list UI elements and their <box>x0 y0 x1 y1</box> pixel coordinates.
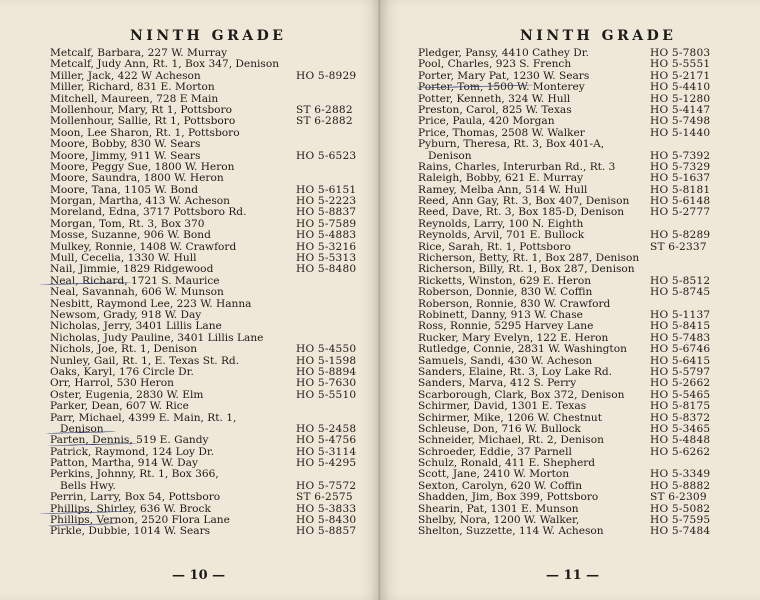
student-name-address: Shearin, Pat, 1301 E. Munson <box>418 502 579 515</box>
student-name-address: Moore, Jimmy, 911 W. Sears <box>50 149 201 162</box>
student-entry <box>418 287 730 298</box>
student-name-address: Porter, Mary Pat, 1230 W. Sears <box>418 69 590 82</box>
phone-number: HO 5-4550 <box>296 343 357 356</box>
phone-number: HO 5-8857 <box>296 525 357 538</box>
student-entry <box>418 139 730 150</box>
phone-number: HO 5-7572 <box>296 479 357 492</box>
phone-number: HO 5-7484 <box>650 525 711 538</box>
student-name-address: Ross, Ronnie, 5295 Harvey Lane <box>418 320 594 333</box>
student-name-address: Parr, Michael, 4399 E. Main, Rt. 1, <box>50 411 237 424</box>
phone-number: HO 5-5797 <box>650 365 711 378</box>
phone-number: HO 5-6151 <box>296 183 357 196</box>
student-name-address: Mollenhour, Mary, Rt 1, Pottsboro <box>50 103 232 116</box>
student-entry <box>418 435 730 446</box>
student-name-address: Metcalf, Judy Ann, Rt. 1, Box 347, Denison <box>50 58 280 71</box>
phone-number: HO 5-8929 <box>296 69 357 82</box>
phone-number: HO 5-7595 <box>650 514 711 527</box>
student-name-address: Bells Hwy. <box>60 479 116 492</box>
student-name-address: Patton, Martha, 914 W. Day <box>50 457 198 470</box>
phone-number: HO 5-1598 <box>296 354 357 367</box>
student-name-address: Schneider, Michael, Rt. 2, Denison <box>418 434 604 447</box>
student-entry <box>418 173 730 184</box>
student-entry <box>418 492 730 503</box>
page-header: NINTH GRADE <box>520 28 677 44</box>
student-name-address: Porter, Tom, 1500 W. Monterey <box>418 81 585 94</box>
student-name-address: Roberson, Donnie, 830 W. Coffin <box>418 286 593 299</box>
student-name-address: Metcalf, Barbara, 227 W. Murray <box>50 47 228 59</box>
student-name-address: Miller, Jack, 422 W Acheson <box>50 69 201 82</box>
student-name-address: Richerson, Betty, Rt. 1, Box 287, Denison <box>418 252 640 265</box>
phone-number: HO 5-8837 <box>296 206 357 219</box>
phone-number: HO 5-6262 <box>650 445 711 458</box>
student-list <box>418 48 730 538</box>
student-name-address: Rutledge, Connie, 2831 W. Washington <box>418 343 627 356</box>
student-name-address: Scarborough, Clark, Box 372, Denison <box>418 388 625 401</box>
student-name-address: Miller, Richard, 831 E. Morton <box>50 81 215 94</box>
student-name-address: Scott, Jane, 2410 W. Morton <box>418 468 570 481</box>
phone-number: HO 5-2171 <box>650 69 711 82</box>
phone-number: HO 5-8882 <box>650 479 711 492</box>
student-name-address: Rains, Charles, Interurban Rd., Rt. 3 <box>418 160 616 173</box>
page-number: — 10 — <box>172 568 226 583</box>
student-name-address: Neal, Savannah, 606 W. Munson <box>50 286 224 299</box>
phone-number: HO 5-6415 <box>650 354 711 367</box>
student-name-address: Ricketts, Winston, 629 E. Heron <box>418 274 592 287</box>
student-name-address: Shadden, Jim, Box 399, Pottsboro <box>418 491 599 504</box>
student-name-address: Perkins, Johnny, Rt. 1, Box 366, <box>50 468 219 481</box>
student-name-address: Nail, Jimmie, 1829 Ridgewood <box>50 263 214 276</box>
phone-number: HO 5-5551 <box>650 58 711 71</box>
student-name-address: Potter, Kenneth, 324 W. Hull <box>418 92 571 105</box>
student-entry <box>50 378 362 389</box>
student-name-address: Perrin, Larry, Box 54, Pottsboro <box>50 491 221 504</box>
student-name-address: Schulz, Ronald, 411 E. Shepherd <box>418 457 596 470</box>
phone-number: HO 5-6148 <box>650 195 711 208</box>
student-name-address: Pirkle, Dubbie, 1014 W. Sears <box>50 525 211 538</box>
student-name-address: Morgan, Martha, 413 W. Acheson <box>50 195 230 208</box>
student-entry <box>418 378 730 389</box>
phone-number: HO 5-4848 <box>650 434 711 447</box>
phone-number: HO 5-8181 <box>650 183 711 196</box>
phone-number: HO 5-7803 <box>650 47 711 59</box>
student-name-address: Rucker, Mary Evelyn, 122 E. Heron <box>418 331 609 344</box>
phone-number: HO 5-8415 <box>650 320 711 333</box>
student-name-address: Shelton, Suzzette, 114 W. Acheson <box>418 525 604 538</box>
phone-number: HO 5-1280 <box>650 92 711 105</box>
student-entry <box>418 401 730 412</box>
student-name-address: Orr, Harrol, 530 Heron <box>50 377 174 390</box>
phone-number: HO 5-6523 <box>296 149 357 162</box>
student-name-address: Rice, Sarah, Rt. 1, Pottsboro <box>418 240 571 253</box>
student-entry <box>418 526 730 537</box>
phone-number: HO 5-3349 <box>650 468 711 481</box>
student-name-address: Moore, Peggy Sue, 1800 W. Heron <box>50 160 235 173</box>
student-name-address: Sanders, Marva, 412 S. Perry <box>418 377 577 390</box>
student-name-address: Raleigh, Bobby, 621 E. Murray <box>418 172 584 185</box>
student-name-address: Sexton, Carolyn, 620 W. Coffin <box>418 479 583 492</box>
student-name-address: Moon, Lee Sharon, Rt. 1, Pottsboro <box>50 126 240 139</box>
student-name-address: Mull, Cecelia, 1330 W. Hull <box>50 252 197 265</box>
phone-number: HO 5-8430 <box>296 514 357 527</box>
phone-number: HO 5-3114 <box>296 445 357 458</box>
phone-number: HO 5-4756 <box>296 434 357 447</box>
page-number: — 11 — <box>546 568 600 583</box>
phone-number: HO 5-7329 <box>650 160 711 173</box>
phone-number: HO 5-4410 <box>650 81 711 94</box>
student-entry <box>50 139 362 150</box>
student-name-address: Denison <box>60 422 104 435</box>
right-page <box>380 0 760 600</box>
student-entry <box>50 492 362 503</box>
student-name-address: Patrick, Raymond, 124 Loy Dr. <box>50 445 215 458</box>
student-entry <box>50 344 362 355</box>
student-name-address: Nichols, Joe, Rt. 1, Denison <box>50 343 198 356</box>
student-name-address: Reynolds, Arvil, 701 E. Bullock <box>418 229 585 242</box>
phone-number: HO 5-8745 <box>650 286 711 299</box>
phone-number: HO 5-1137 <box>650 308 711 321</box>
student-name-address: Mosse, Suzanne, 906 W. Bond <box>50 229 211 242</box>
student-name-address: Nunley, Gail, Rt. 1, E. Texas St. Rd. <box>50 354 240 367</box>
phone-number: HO 5-3833 <box>296 502 357 515</box>
student-name-address: Schirmer, Mike, 1206 W. Chestnut <box>418 411 602 424</box>
phone-number: HO 5-3465 <box>650 422 711 435</box>
student-name-address: Oaks, Karyl, 176 Circle Dr. <box>50 365 194 378</box>
student-name-address: Pool, Charles, 923 S. French <box>418 58 572 71</box>
student-entry <box>50 401 362 412</box>
student-entry <box>418 344 730 355</box>
student-name-address: Moore, Tana, 1105 W. Bond <box>50 183 198 196</box>
student-name-address: Pyburn, Theresa, Rt. 3, Box 401-A, <box>418 138 605 151</box>
student-name-address: Moore, Saundra, 1800 W. Heron <box>50 172 224 185</box>
phone-number: HO 5-7630 <box>296 377 357 390</box>
phone-number: HO 5-8289 <box>650 229 711 242</box>
phone-number: HO 5-8480 <box>296 263 357 276</box>
phone-number: HO 5-2662 <box>650 377 711 390</box>
student-name-address: Phillips, Shirley, 636 W. Brock <box>50 502 211 515</box>
phone-number: HO 5-8372 <box>650 411 711 424</box>
student-name-address: Sanders, Elaine, Rt. 3, Loy Lake Rd. <box>418 365 613 378</box>
student-name-address: Denison <box>428 149 472 162</box>
student-name-address: Robinett, Danny, 913 W. Chase <box>418 308 583 321</box>
phone-number: HO 5-3216 <box>296 240 357 253</box>
phone-number: HO 5-2223 <box>296 195 357 208</box>
student-name-address: Roberson, Ronnie, 830 W. Crawford <box>418 297 611 310</box>
student-name-address: Parker, Dean, 607 W. Rice <box>50 400 189 413</box>
student-name-address: Ramey, Melba Ann, 514 W. Hull <box>418 183 588 196</box>
phone-number: HO 5-7483 <box>650 331 711 344</box>
student-name-address: Reynolds, Larry, 100 N. Eighth <box>418 217 584 230</box>
student-name-address: Neal, Richard, 1721 S. Maurice <box>50 274 220 287</box>
phone-number: ST 6-2309 <box>650 491 707 504</box>
phone-number: HO 5-6746 <box>650 343 711 356</box>
phone-number: HO 5-4295 <box>296 457 357 470</box>
student-name-address: Moore, Bobby, 830 W. Sears <box>50 138 201 151</box>
student-name-address: Moreland, Edna, 3717 Pottsboro Rd. <box>50 206 247 219</box>
student-entry <box>50 435 362 446</box>
student-entry <box>50 173 362 184</box>
student-name-address: Newsom, Grady, 918 W. Day <box>50 308 202 321</box>
student-name-address: Pledger, Pansy, 4410 Cathey Dr. <box>418 47 590 59</box>
phone-number: ST 6-2575 <box>296 491 353 504</box>
phone-number: ST 6-2882 <box>296 115 353 128</box>
student-entry <box>418 230 730 241</box>
student-name-address: Mollenhour, Sallie, Rt 1, Pottsboro <box>50 115 236 128</box>
student-name-address: Mulkey, Ronnie, 1408 W. Crawford <box>50 240 237 253</box>
phone-number: ST 6-2337 <box>650 240 707 253</box>
student-name-address: Preston, Carol, 825 W. Texas <box>418 103 572 116</box>
student-name-address: Reed, Dave, Rt. 3, Box 185-D, Denison <box>418 206 625 219</box>
student-entry <box>418 82 730 93</box>
phone-number: HO 5-4883 <box>296 229 357 242</box>
student-name-address: Reed, Ann Gay, Rt. 3, Box 407, Denison <box>418 195 630 208</box>
student-name-address: Nicholas, Jerry, 3401 Lillis Lane <box>50 320 222 333</box>
phone-number: ST 6-2882 <box>296 103 353 116</box>
student-name-address: Mitchell, Maureen, 728 E Main <box>50 92 219 105</box>
student-name-address: Parten, Dennis, 519 E. Gandy <box>50 434 209 447</box>
phone-number: HO 5-1440 <box>650 126 711 139</box>
student-name-address: Phillips, Vernon, 2520 Flora Lane <box>50 514 230 527</box>
phone-number: HO 5-8512 <box>650 274 711 287</box>
student-name-address: Price, Paula, 420 Morgan <box>418 115 555 128</box>
student-entry <box>50 526 362 537</box>
student-name-address: Price, Thomas, 2508 W. Walker <box>418 126 585 139</box>
student-entry <box>50 230 362 241</box>
phone-number: HO 5-4147 <box>650 103 711 116</box>
student-name-address: Schroeder, Eddie, 37 Parnell <box>418 445 572 458</box>
phone-number: HO 5-8894 <box>296 365 357 378</box>
phone-number: HO 5-2458 <box>296 422 357 435</box>
student-name-address: Samuels, Sandi, 430 W. Acheson <box>418 354 593 367</box>
phone-number: HO 5-5082 <box>650 502 711 515</box>
student-name-address: Nesbitt, Raymond Lee, 223 W. Hanna <box>50 297 252 310</box>
student-name-address: Morgan, Tom, Rt. 3, Box 370 <box>50 217 205 230</box>
phone-number: HO 5-5510 <box>296 388 357 401</box>
student-name-address: Nicholas, Judy Pauline, 3401 Lillis Lane <box>50 331 264 344</box>
student-entry <box>50 82 362 93</box>
phone-number: HO 5-2777 <box>650 206 711 219</box>
student-entry <box>50 287 362 298</box>
student-name-address: Shelby, Nora, 1200 W. Walker, <box>418 514 580 527</box>
phone-number: HO 5-7498 <box>650 115 711 128</box>
phone-number: HO 5-7589 <box>296 217 357 230</box>
phone-number: HO 5-5313 <box>296 252 357 265</box>
student-name-address: Schleuse, Don, 716 W. Bullock <box>418 422 581 435</box>
student-list <box>50 48 362 538</box>
phone-number: HO 5-5465 <box>650 388 711 401</box>
phone-number: HO 5-8175 <box>650 400 711 413</box>
phone-number: HO 5-7392 <box>650 149 711 162</box>
student-name-address: Richerson, Billy, Rt. 1, Box 287, Denison <box>418 263 635 276</box>
page-header: NINTH GRADE <box>130 28 287 44</box>
phone-number: HO 5-1637 <box>650 172 711 185</box>
student-name-address: Schirmer, David, 1301 E. Texas <box>418 400 587 413</box>
student-name-address: Oster, Eugenia, 2830 W. Elm <box>50 388 204 401</box>
